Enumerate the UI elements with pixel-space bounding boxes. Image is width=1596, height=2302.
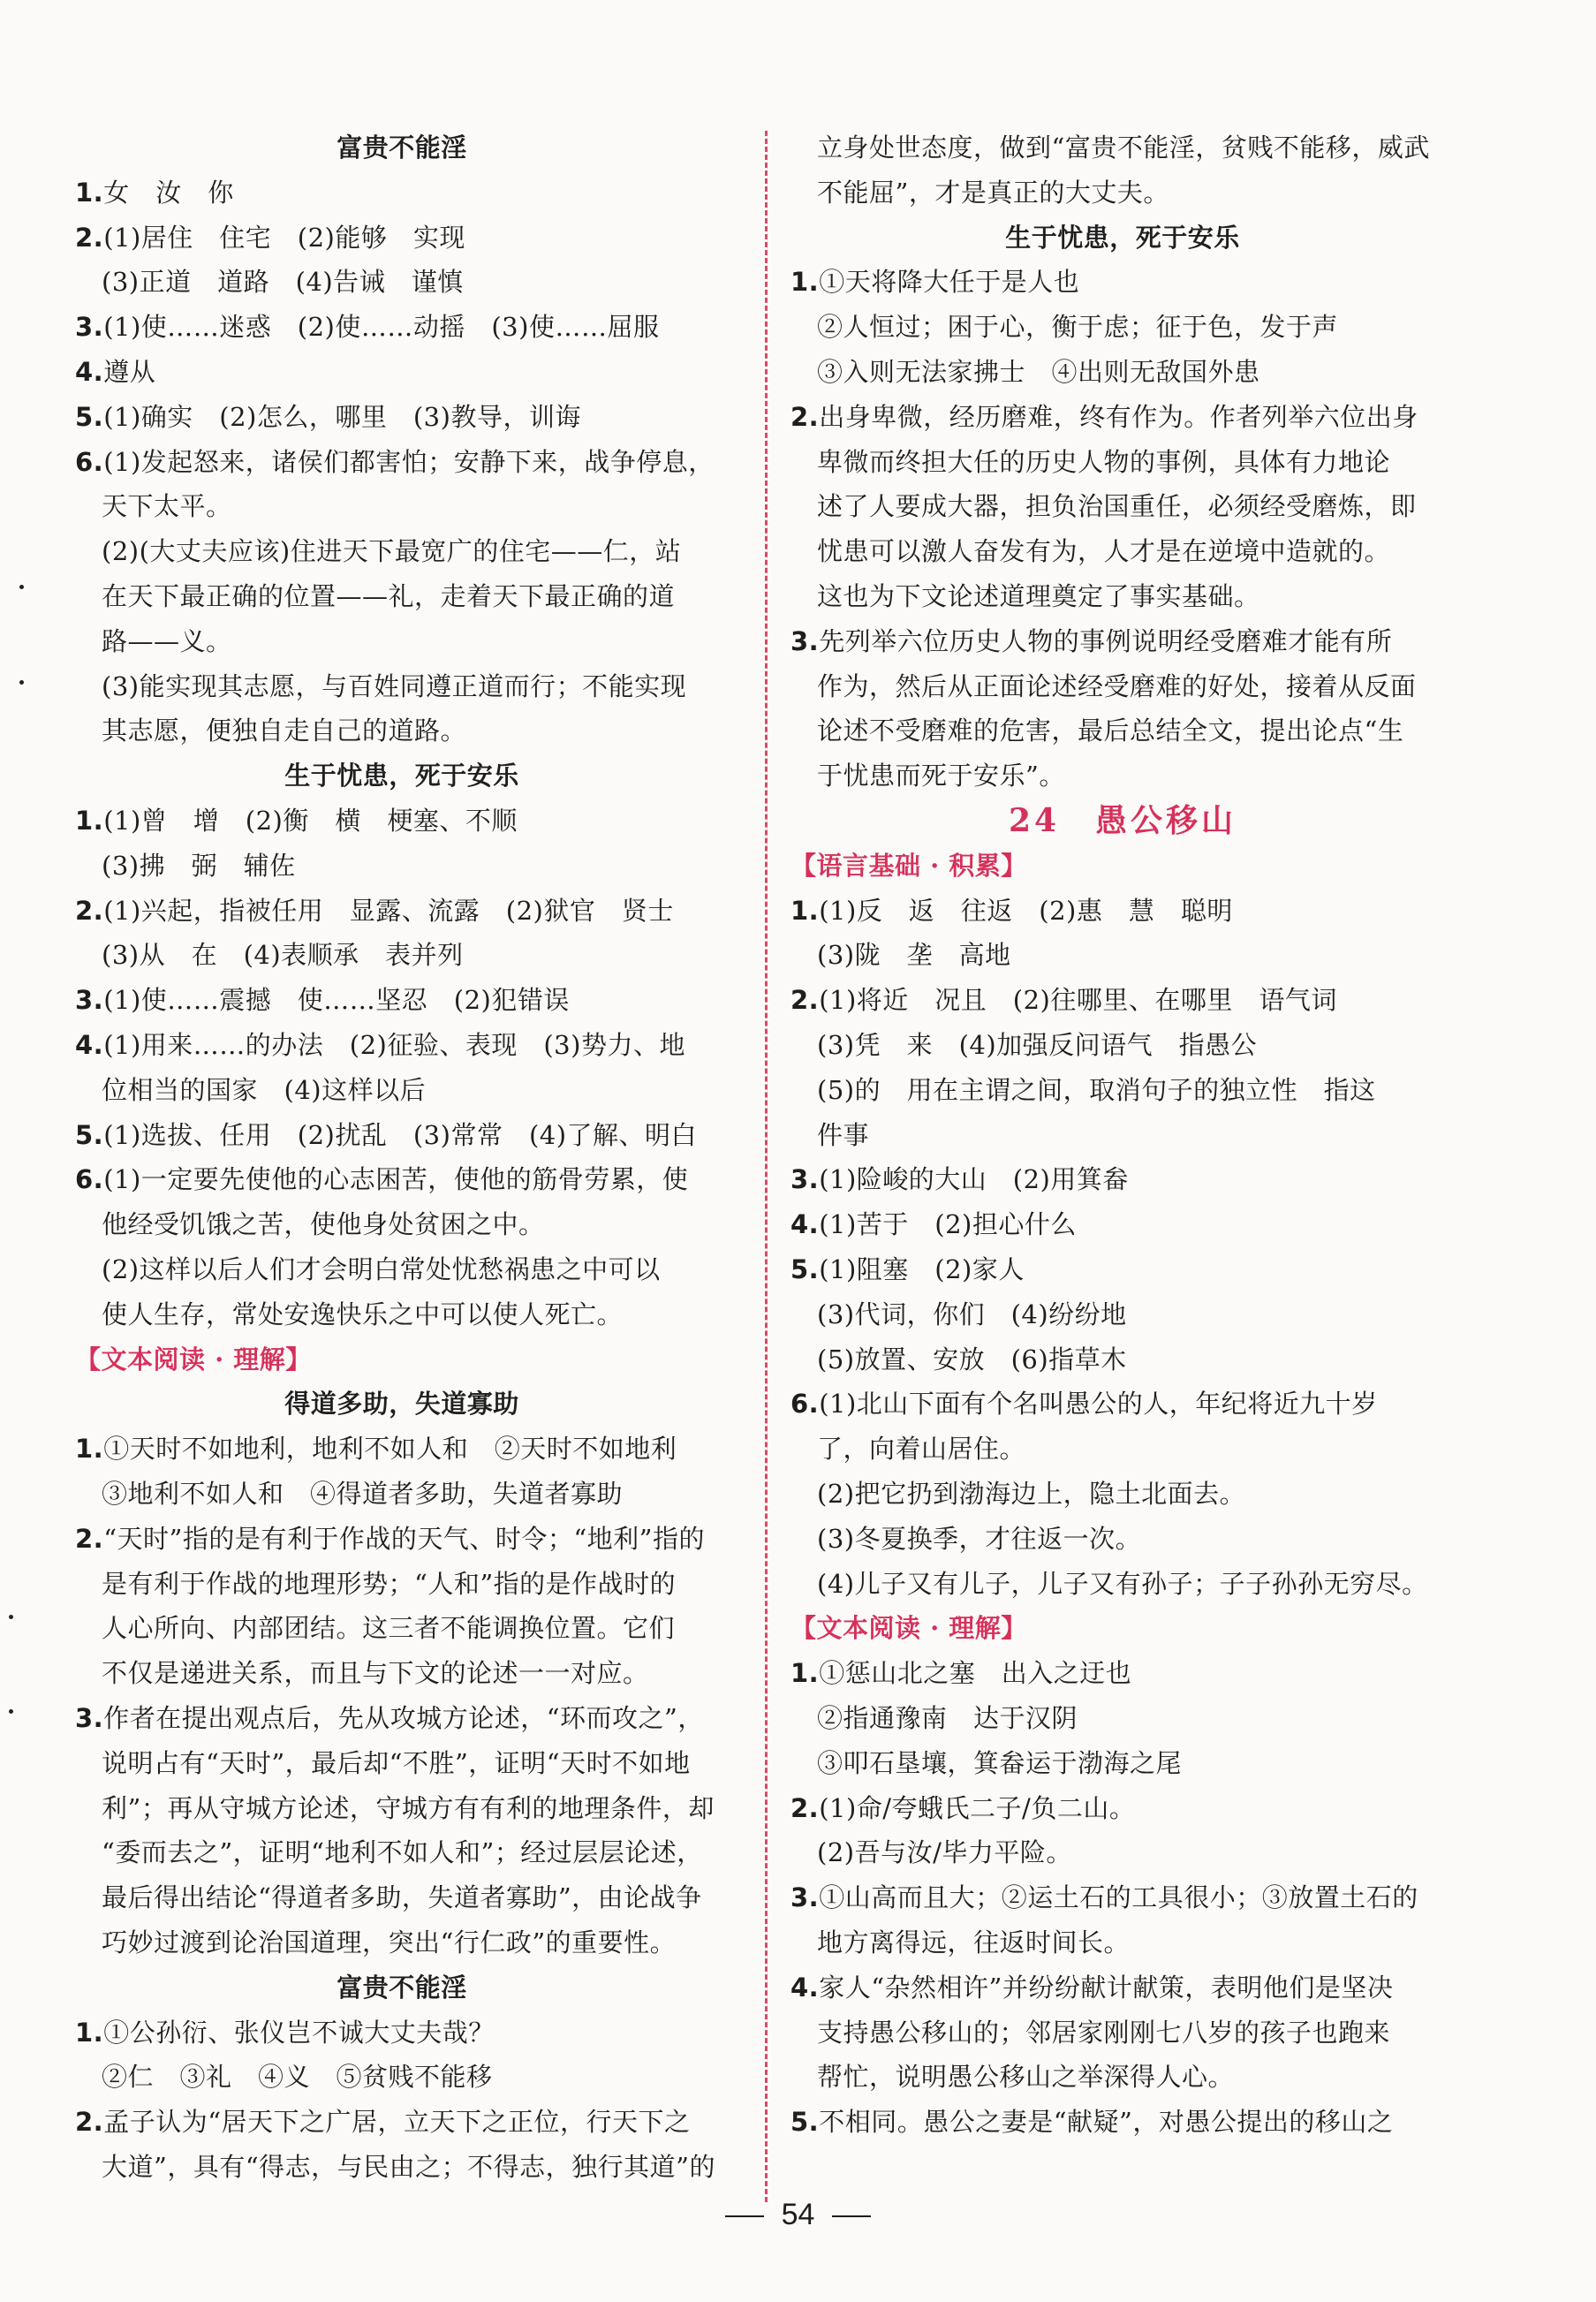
answer-line: 立身处世态度，做到“富贵不能淫，贫贱不能移，威武 (817, 133, 1430, 163)
answer-line: 使人生存，常处安逸快乐之中可以使人死亡。 (102, 1299, 624, 1329)
answer-item (790, 1965, 1393, 2010)
answer-item (790, 2100, 1393, 2144)
answer-line: 路——义。 (102, 625, 232, 656)
answer-item (790, 1157, 1129, 1201)
item-text: (1)兴起，指被任用 显露、流露 (2)狱官 贤士 (103, 895, 674, 926)
item-number: 3. (790, 1882, 820, 1913)
chapter-title: 24 愚公移山 (1008, 802, 1237, 839)
section-label: 【文本阅读 · 理解】 (75, 1344, 312, 1374)
answer-line: (3)代词，你们 (4)纷纷地 (817, 1299, 1127, 1329)
item-text: (1)将近 况且 (2)往哪里、在哪里 语气词 (819, 985, 1337, 1016)
item-number: 3. (75, 312, 104, 343)
item-number: 4. (75, 1030, 104, 1060)
page-number: 54 (781, 2198, 815, 2231)
answer-line: (3)冬夏换季，才往返一次。 (817, 1523, 1142, 1554)
item-text: 不相同。愚公之妻是“献疑”，对愚公提出的移山之 (819, 2107, 1394, 2138)
answer-item (790, 1247, 1025, 1291)
answer-item (75, 350, 155, 394)
item-text: (1)反 返 往返 (2)惠 慧 聪明 (819, 895, 1233, 926)
answer-item (790, 1651, 1131, 1695)
answer-item (75, 1113, 697, 1157)
answer-item (75, 395, 581, 439)
margin-mark (9, 1709, 13, 1714)
section-heading: 得道多助，失道寡助 (284, 1389, 519, 1420)
answer-line: 不能屈”，才是真正的大丈夫。 (817, 177, 1169, 208)
section-heading: 生于忧患，死于安乐 (1005, 222, 1240, 253)
answer-line: 不仅是递进关系，而且与下文的论述一一对应。 (102, 1658, 649, 1689)
item-number: 5. (790, 1254, 820, 1284)
page-footer (0, 2198, 1596, 2232)
item-text: 孟子认为“居天下之广居，立天下之正位，行天下之 (103, 2107, 691, 2138)
answer-line: (3)正道 道路 (4)告诫 谨慎 (102, 267, 464, 298)
answer-line: (2)吾与汝/毕力平险。 (817, 1837, 1072, 1868)
item-text: ①天将降大任于是人也 (819, 267, 1080, 298)
answer-line: 他经受饥饿之苦，使他身处贫困之中。 (102, 1209, 545, 1240)
answer-item (75, 1517, 705, 1561)
answer-line: 忧患可以激人奋发有为，人才是在逆境中造就的。 (817, 536, 1391, 567)
answer-line: ③叩石垦壤，箕畚运于渤海之尾 (817, 1747, 1183, 1778)
item-text: 先列举六位历史人物的事例说明经受磨难才能有所 (819, 625, 1393, 656)
item-number: 1. (790, 267, 820, 298)
item-number: 4. (790, 1209, 820, 1240)
answer-line: ③地利不如人和 ④得道者多助，失道者寡助 (102, 1479, 624, 1509)
answer-item (75, 978, 570, 1022)
item-number: 6. (75, 1164, 104, 1195)
item-text: (1)使……迷惑 (2)使……动摇 (3)使……屈服 (103, 312, 660, 343)
item-number: 3. (75, 1703, 104, 1733)
item-number: 4. (790, 1972, 820, 2003)
item-number: 5. (75, 1119, 104, 1150)
answer-line: (3)从 在 (4)表顺承 表并列 (102, 940, 464, 971)
item-text: 作者在提出观点后，先从攻城方论述，“环而攻之”， (103, 1703, 704, 1733)
answer-item (790, 395, 1418, 439)
answer-item (790, 619, 1392, 663)
answer-item (790, 889, 1233, 933)
answer-line: (2)这样以后人们才会明白常处忧愁祸患之中可以 (102, 1254, 661, 1284)
answer-line: 论述不受磨难的危害，最后总结全文，提出论点“生 (817, 716, 1404, 746)
answer-item (790, 260, 1079, 304)
answer-item (75, 1023, 685, 1067)
item-number: 4. (75, 357, 104, 387)
margin-mark (19, 585, 24, 589)
answer-line: (2)把它扔到渤海边上，隐土北面去。 (817, 1479, 1246, 1509)
footer-dash-left (725, 2215, 764, 2217)
item-text: ①天时不如地利，地利不如人和 ②天时不如地利 (103, 1434, 677, 1465)
answer-line: 利”；再从守城方论述，守城方有有利的地理条件，却 (102, 1792, 715, 1823)
item-text: (1)险峻的大山 (2)用箕畚 (819, 1164, 1129, 1195)
answer-item (75, 216, 465, 260)
answer-line: 巧妙过渡到论治国道理，突出“行仁政”的重要性。 (102, 1927, 677, 1957)
item-text: (1)苦于 (2)担心什么 (819, 1209, 1077, 1240)
item-number: 1. (75, 177, 104, 208)
section-heading: 富贵不能淫 (337, 133, 467, 163)
item-text: (1)居住 住宅 (2)能够 实现 (103, 222, 465, 253)
item-number: 2. (790, 985, 820, 1016)
margin-mark (19, 680, 24, 685)
item-text: ①公孙衍、张仪岂不诚大丈夫哉？ (103, 2017, 495, 2048)
answer-line: 卑微而终担大任的历史人物的事例，具体有力地论 (817, 446, 1391, 477)
answer-line: (3)陇 垄 高地 (817, 940, 1011, 971)
answer-item (75, 2010, 495, 2055)
item-text: (1)确实 (2)怎么，哪里 (3)教导，训诲 (103, 401, 581, 432)
item-number: 3. (790, 1164, 820, 1195)
answer-line: 位相当的国家 (4)这样以后 (102, 1074, 427, 1105)
answer-line: 最后得出结论“得道者多助，失道者寡助”，由论战争 (102, 1882, 702, 1913)
answer-item (75, 1696, 704, 1740)
answer-line: 于忧患而死于安乐”。 (817, 761, 1065, 791)
item-text: (1)北山下面有个名叫愚公的人，年纪将近九十岁 (819, 1389, 1378, 1420)
item-text: 女 汝 你 (103, 177, 234, 208)
answer-line: ②人恒过；困于心，衡于虑；征于色，发于声 (817, 312, 1339, 343)
answer-line: 帮忙，说明愚公移山之举深得人心。 (817, 2062, 1235, 2093)
answer-line: 大道”，具有“得志，与民由之；不得志，独行其道”的 (102, 2152, 715, 2182)
answer-item (75, 2100, 691, 2144)
answer-line: 是有利于作战的地理形势；“人和”指的是作战时的 (102, 1568, 677, 1599)
answer-line: ②指通豫南 达于汉阴 (817, 1703, 1078, 1733)
item-number: 1. (790, 1658, 820, 1689)
footer-dash-right (832, 2215, 871, 2217)
item-number: 1. (75, 1434, 104, 1465)
answer-line: 这也为下文论述道理奠定了事实基础。 (817, 581, 1260, 611)
answer-item (75, 1427, 677, 1471)
item-number: 1. (75, 2017, 104, 2048)
answer-item (75, 170, 234, 215)
answer-item (790, 1202, 1077, 1246)
item-text: (1)命/夸蛾氏二子/负二山。 (819, 1792, 1136, 1823)
answer-item (790, 1875, 1418, 1920)
section-heading: 生于忧患，死于安乐 (284, 761, 519, 791)
answer-line: “委而去之”，证明“地利不如人和”；经过层层论述， (102, 1837, 703, 1868)
item-number: 5. (790, 2107, 820, 2138)
answer-item (75, 889, 674, 933)
item-text: 遵从 (103, 357, 156, 387)
item-number: 6. (790, 1389, 820, 1420)
item-text: 家人“杂然相许”并纷纷献计献策，表明他们是坚决 (819, 1972, 1394, 2003)
answer-item (75, 305, 659, 349)
answer-line: 作为，然后从正面论述经受磨难的好处，接着从反面 (817, 670, 1417, 701)
answer-line: 在天下最正确的位置——礼，走着天下最正确的道 (102, 581, 676, 611)
answer-line: 地方离得远，往返时间长。 (817, 1927, 1131, 1957)
item-text: 出身卑微，经历磨难，终有作为。作者列举六位出身 (819, 401, 1418, 432)
answer-line: 天下太平。 (102, 491, 232, 522)
column-divider (765, 131, 768, 2202)
item-text: ①惩山北之塞 出入之迂也 (819, 1658, 1132, 1689)
answer-line: (3)凭 来 (4)加强反问语气 指愚公 (817, 1030, 1258, 1060)
item-number: 2. (75, 895, 104, 926)
answer-line: (5)放置、安放 (6)指草木 (817, 1344, 1127, 1374)
item-text: (1)一定要先使他的心志困苦，使他的筋骨劳累，使 (103, 1164, 689, 1195)
answer-line: (4)儿子又有儿子，儿子又有孙子；子子孙孙无穷尽。 (817, 1568, 1428, 1599)
item-number: 5. (75, 401, 104, 432)
answer-line: (3)拂 弼 辅佐 (102, 850, 296, 881)
section-heading: 富贵不能淫 (337, 1972, 467, 2003)
answer-line: 件事 (817, 1119, 870, 1150)
answer-line: 了，向着山居住。 (817, 1434, 1026, 1465)
answer-item (790, 1382, 1378, 1426)
item-number: 3. (790, 625, 820, 656)
item-number: 1. (790, 895, 820, 926)
margin-mark (9, 1615, 13, 1619)
item-number: 2. (790, 401, 820, 432)
answer-line: (3)能实现其志愿，与百姓同遵正道而行；不能实现 (102, 670, 687, 701)
item-number: 2. (75, 222, 104, 253)
answer-item (75, 1157, 688, 1201)
item-text: “天时”指的是有利于作战的天气、时令；“地利”指的 (103, 1523, 706, 1554)
answer-line: ②仁 ③礼 ④义 ⑤贫贱不能移 (102, 2062, 493, 2093)
answer-line: (5)的 用在主谓之间，取消句子的独立性 指这 (817, 1074, 1376, 1105)
answer-line: 支持愚公移山的；邻居家刚刚七八岁的孩子也跑来 (817, 2017, 1391, 2048)
section-label: 【语言基础 · 积累】 (790, 850, 1027, 881)
item-text: (1)使……震撼 使……坚忍 (2)犯错误 (103, 985, 570, 1016)
answer-line: 人心所向、内部团结。这三者不能调换位置。它们 (102, 1613, 676, 1644)
item-number: 3. (75, 985, 104, 1016)
item-text: ①山高而且大；②运土石的工具很小；③放置土石的 (819, 1882, 1418, 1913)
answer-line: (2)(大丈夫应该)住进天下最宽广的住宅——仁，站 (102, 536, 682, 567)
answer-item (75, 799, 518, 843)
answer-line: 说明占有“天时”，最后却“不胜”，证明“天时不如地 (102, 1747, 691, 1778)
answer-item (790, 1786, 1135, 1830)
item-number: 2. (75, 1523, 104, 1554)
item-number: 2. (790, 1792, 820, 1823)
item-text: (1)用来……的办法 (2)征验、表现 (3)势力、地 (103, 1030, 685, 1060)
item-number: 6. (75, 446, 104, 477)
section-label: 【文本阅读 · 理解】 (790, 1613, 1027, 1644)
item-text: (1)曾 增 (2)衡 横 梗塞、不顺 (103, 806, 518, 836)
item-number: 1. (75, 806, 104, 836)
answer-line: 其志愿，便独自走自己的道路。 (102, 716, 467, 746)
answer-item (75, 440, 715, 484)
answer-line: ③入则无法家拂士 ④出则无敌国外患 (817, 357, 1260, 387)
item-number: 2. (75, 2107, 104, 2138)
item-text: (1)阻塞 (2)家人 (819, 1254, 1025, 1284)
item-text: (1)选拔、任用 (2)扰乱 (3)常常 (4)了解、明白 (103, 1119, 698, 1150)
answer-item (790, 978, 1337, 1022)
item-text: (1)发起怒来，诸侯们都害怕；安静下来，战争停息， (103, 446, 715, 477)
answer-line: 述了人要成大器，担负治国重任，必须经受磨炼，即 (817, 491, 1417, 522)
